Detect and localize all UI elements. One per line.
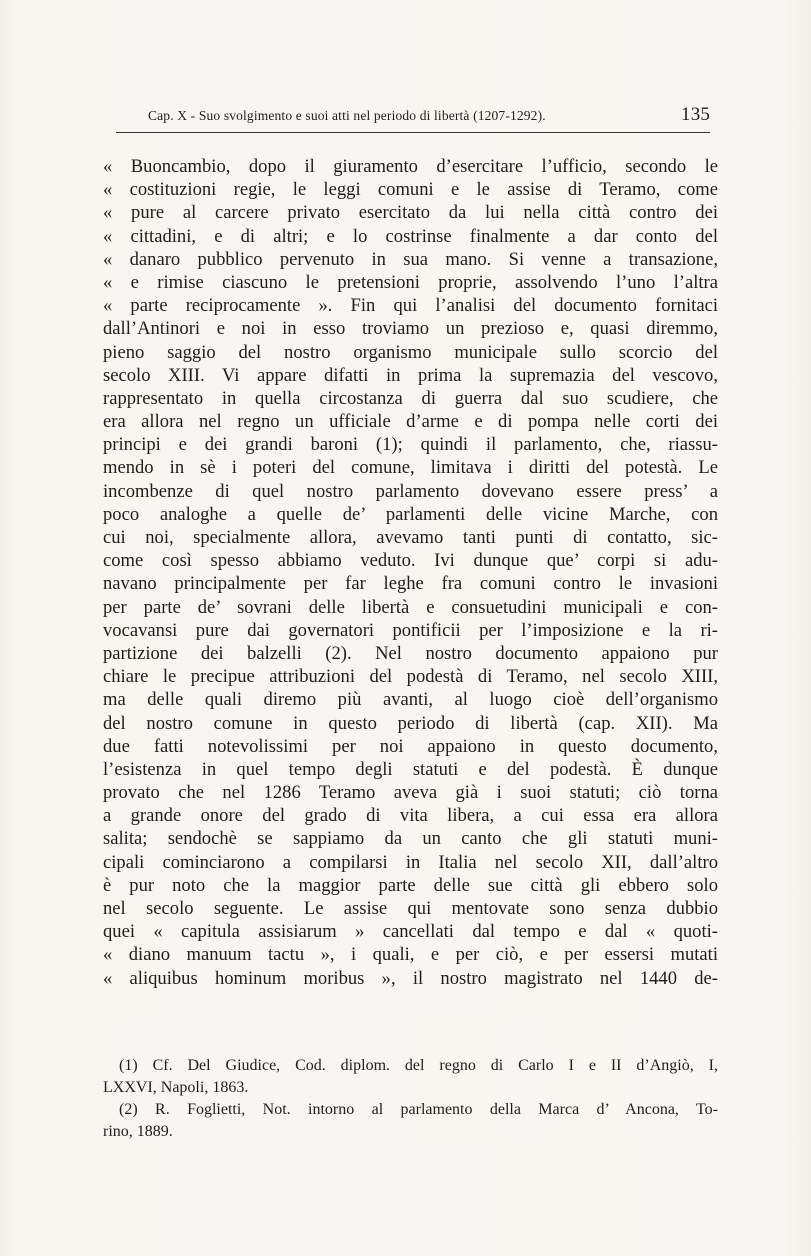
footnote-1-line-2: LXXVI, Napoli, 1863. xyxy=(103,1079,249,1096)
main-text xyxy=(103,155,718,990)
text-line: « aliquibus hominum moribus », il nostro magistrato nel 1440 de- xyxy=(103,967,718,989)
header-rule xyxy=(116,132,710,133)
footnote-2-line-2: rino, 1889. xyxy=(103,1123,173,1140)
text-line: « danaro pubblico pervenuto in sua mano. Si venne a transazione, xyxy=(103,248,718,270)
text-line: rappresentato in quella circostanza di guerra dal suo scudiere, che xyxy=(103,387,718,409)
text-line: quei « capitula assisiarum » cancellati dal tempo e dal « quoti- xyxy=(103,921,718,943)
text-line: incombenze di quel nostro parlamento dovevano essere press’ a xyxy=(103,480,718,502)
text-line: provato che nel 1286 Teramo aveva già i suoi statuti; ciò torna xyxy=(103,782,718,804)
text-line: era allora nel regno un ufficiale d’arme e di pompa nelle corti dei xyxy=(103,411,718,433)
text-line: pieno saggio del nostro organismo municipale sullo scorcio del xyxy=(103,341,718,363)
text-line: cui noi, specialmente allora, avevamo tanti punti di contatto, sic- xyxy=(103,527,718,548)
running-head xyxy=(148,104,710,130)
text-line: ma delle quali diremo più avanti, al luogo cioè dell’organismo xyxy=(103,689,718,711)
text-line: a grande onore del grado di vita libera, a cui essa era allora xyxy=(103,805,718,827)
text-line: per parte de’ sovrani delle libertà e consuetudini municipali e con- xyxy=(103,596,718,618)
text-line: « diano manuum tactu », i quali, e per ciò, e per essersi mutati xyxy=(103,944,718,966)
text-line: vocavansi pure dai governatori pontificii per l’imposizione e la ri- xyxy=(103,619,718,641)
text-line: due fatti notevolissimi per noi appaiono in questo documento, xyxy=(103,735,718,757)
footnote-1-line-1: (1) Cf. Del Giudice, Cod. diplom. del regno di Carlo I e II d’Angiò, I, xyxy=(119,1057,718,1074)
text-line: « costituzioni regie, le leggi comuni e le assise di Teramo, come xyxy=(103,179,718,201)
text-line: dall’Antinori e noi in esso troviamo un prezioso e, quasi diremmo, xyxy=(103,318,718,340)
text-line: « Buoncambio, dopo il giuramento d’esercitare l’ufficio, secondo le xyxy=(103,156,718,177)
text-line: « cittadini, e di altri; e lo costrinse finalmente a dar conto del xyxy=(103,225,718,247)
text-line: l’esistenza in quel tempo degli statuti e del podestà. È dunque xyxy=(103,758,718,780)
footnote-2-line-1: (2) R. Foglietti, Not. intorno al parlamento della Marca d’ Ancona, To- xyxy=(119,1101,718,1118)
text-line: del nostro comune in questo periodo di libertà (cap. XII). Ma xyxy=(103,712,718,734)
text-line: nel secolo seguente. Le assise qui mentovate sono senza dubbio xyxy=(103,898,718,919)
text-line: è pur noto che la maggior parte delle sue città gli ebbero solo xyxy=(103,874,718,896)
text-line: chiare le precipue attribuzioni del podestà di Teramo, nel secolo XIII, xyxy=(103,666,718,688)
text-line: mendo in sè i poteri del comune, limitava i diritti del potestà. Le xyxy=(103,457,718,479)
page-number: 135 xyxy=(681,104,710,125)
text-line: cipali cominciarono a compilarsi in Italia nel secolo XII, dall’altro xyxy=(103,851,718,873)
text-line: « e rimise ciascuno le pretensioni proprie, assolvendo l’uno l’altra xyxy=(103,271,718,293)
text-line: « pure al carcere privato esercitato da lui nella città contro dei xyxy=(103,202,718,224)
footnotes xyxy=(103,1055,718,1143)
text-line: poco analoghe a quelle de’ parlamenti delle vicine Marche, con xyxy=(103,503,718,525)
text-line: navano principalmente per far leghe fra comuni contro le invasioni xyxy=(103,573,718,595)
text-line: secolo XIII. Vi appare difatti in prima la supremazia del vescovo, xyxy=(103,364,718,386)
text-line: « parte reciprocamente ». Fin qui l’analisi del documento fornitaci xyxy=(103,295,718,317)
running-title: Cap. X - Suo svolgimento e suoi atti nel periodo di libertà (1207-1292). xyxy=(148,108,546,123)
text-line: partizione dei balzelli (2). Nel nostro documento appaiono pur xyxy=(103,642,718,664)
text-line: salita; sendochè se sappiamo da un canto che gli statuti muni- xyxy=(103,828,718,850)
text-line: principi e dei grandi baroni (1); quindi il parlamento, che, riassu- xyxy=(103,434,718,456)
text-line: come così spesso abbiamo veduto. Ivi dunque que’ corpi si adu- xyxy=(103,550,718,572)
